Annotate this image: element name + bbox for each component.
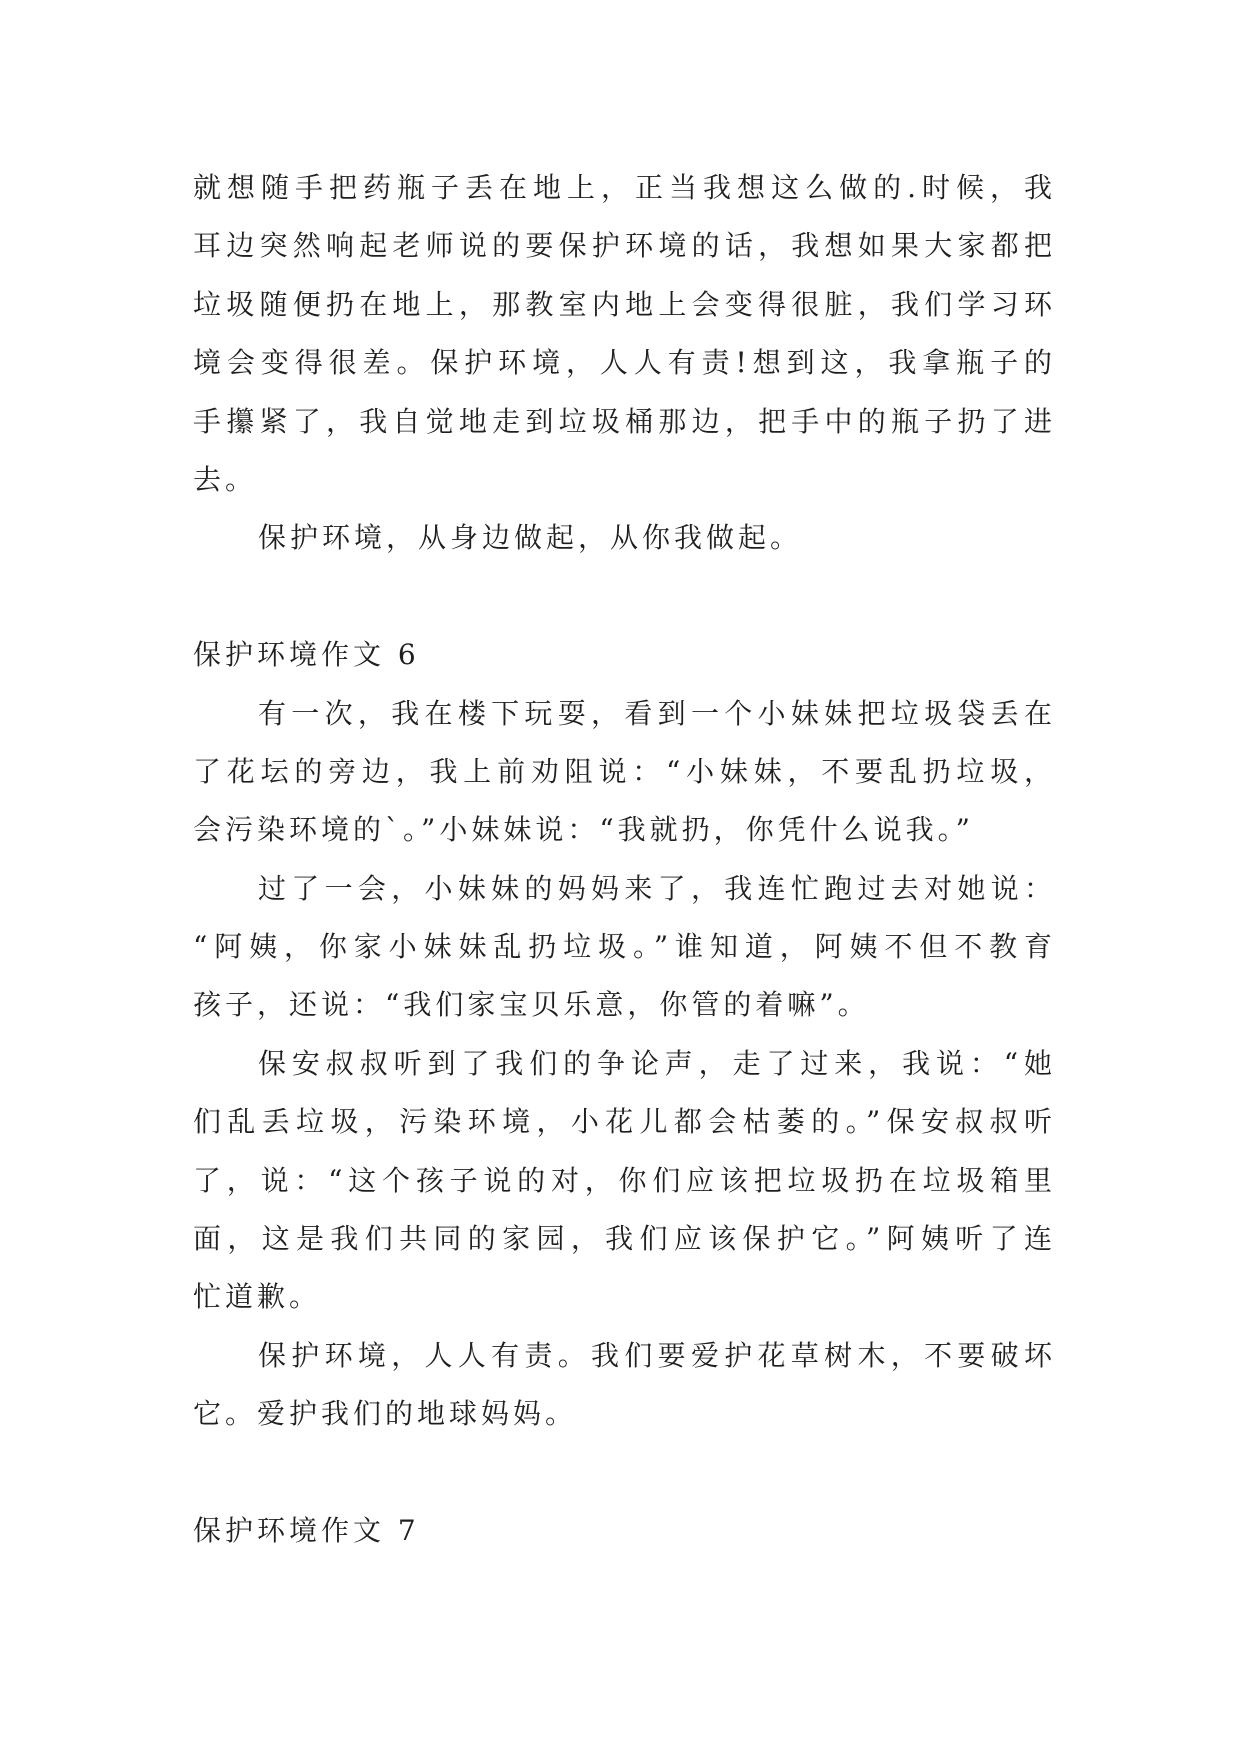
essay-section bbox=[193, 1502, 1056, 1560]
paragraph bbox=[193, 685, 1056, 860]
paragraph bbox=[193, 1035, 1056, 1327]
text-line: “阿姨，你家小妹妹乱扔垃圾。”谁知道，阿姨不但不教育 bbox=[193, 930, 1056, 964]
text-line: 就想随手把药瓶子丢在地上，正当我想这么做的.时候，我 bbox=[193, 171, 1056, 204]
paragraph bbox=[193, 1327, 1056, 1444]
text-line: 手攥紧了，我自觉地走到垃圾桶那边，把手中的瓶子扔了进 bbox=[193, 404, 1056, 438]
text-line: 垃圾随便扔在地上，那教室内地上会变得很脏，我们学习环 bbox=[193, 287, 1056, 321]
text-line: 保护环境，人人有责。我们要爱护花草树木，不要破坏 bbox=[258, 1338, 1056, 1372]
text-line: 去。 bbox=[193, 462, 258, 496]
text-line: 面，这是我们共同的家园，我们应该保护它。”阿姨听了连 bbox=[193, 1222, 1056, 1256]
text-line: 它。爱护我们的地球妈妈。 bbox=[193, 1397, 578, 1431]
text-line: 保安叔叔听到了我们的争论声，走了过来，我说：“她 bbox=[258, 1046, 1056, 1080]
text-line: 耳边突然响起老师说的要保护环境的话，我想如果大家都把 bbox=[193, 229, 1056, 263]
text-line: 了，说：“这个孩子说的对，你们应该把垃圾扔在垃圾箱里 bbox=[193, 1163, 1056, 1197]
paragraph bbox=[193, 159, 1056, 509]
text-line: 们乱丢垃圾，污染环境，小花儿都会枯萎的。”保安叔叔听 bbox=[193, 1105, 1056, 1139]
text-line: 会污染环境的`。”小妹妹说：“我就扔，你凭什么说我。” bbox=[193, 813, 974, 847]
text-line: 境会变得很差。保护环境，人人有责!想到这，我拿瓶子的 bbox=[193, 346, 1056, 380]
text-line: 保护环境，从身边做起，从你我做起。 bbox=[258, 521, 803, 555]
paragraph bbox=[193, 860, 1056, 1035]
text-line: 了花坛的旁边，我上前劝阻说：“小妹妹，不要乱扔垃圾， bbox=[193, 754, 1056, 788]
text-line: 孩子，还说：“我们家宝贝乐意，你管的着嘛”。 bbox=[193, 988, 870, 1022]
text-line: 有一次，我在楼下玩耍，看到一个小妹妹把垃圾袋丢在 bbox=[258, 696, 1056, 730]
essay-heading: 保护环境作文 6 bbox=[193, 638, 420, 672]
paragraph bbox=[193, 509, 1056, 567]
document-body bbox=[193, 159, 1056, 1560]
essay-section bbox=[193, 626, 1056, 1443]
essay-heading: 保护环境作文 7 bbox=[193, 1513, 420, 1547]
text-line: 过了一会，小妹妹的妈妈来了，我连忙跑过去对她说： bbox=[258, 871, 1056, 905]
text-line: 忙道歉。 bbox=[193, 1280, 322, 1314]
